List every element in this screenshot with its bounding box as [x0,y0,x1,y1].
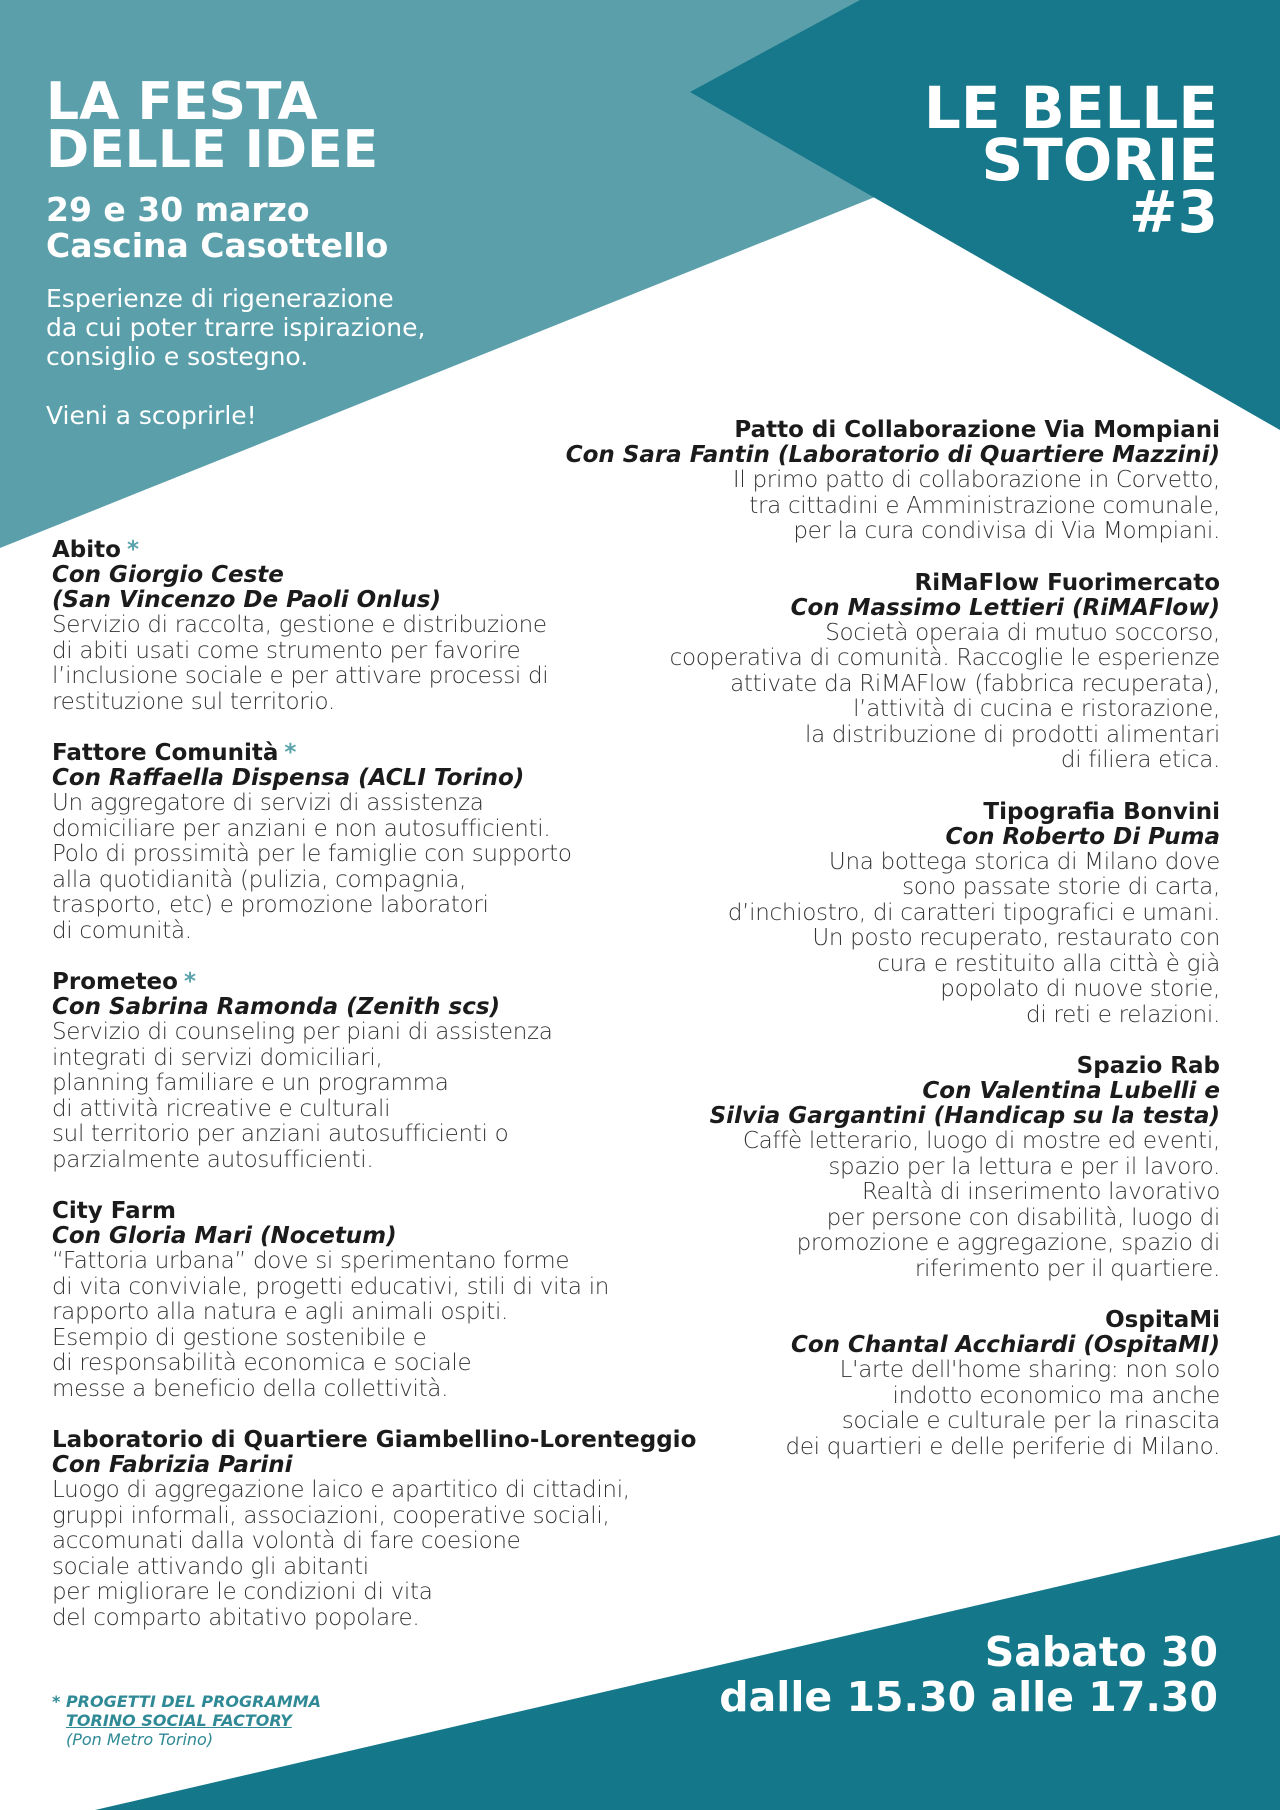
event-day: Sabato 30 [984,1628,1218,1676]
entry-subtitle: Con Valentina Lubelli e Silvia Gargantini (Handicap su la testa) [709,1078,1220,1129]
venue-text: Cascina Casottello [46,226,389,265]
entry-title-text: Fattore Comunità [52,740,279,766]
asterisk-icon: * [126,537,139,563]
entry-description: L'arte dell'home sharing: non solo indotto economico ma anche sociale e culturale per la rinascita dei quartieri e delle periferie di Milano. [785,1357,1220,1460]
entry-subtitle: Con Roberto Di Puma [945,823,1220,850]
festival-title-line2: DELLE IDEE [46,120,379,180]
entry-description: Una bottega storica di Milano dove sono passate storie di carta, d’inchiostro, di caratteri tipografici e umani. Un posto recuperato, restaurato con cura e restituito alla città è già popolato di nuove storie, di reti e relazioni. [727,848,1220,1028]
festival-title [46,72,425,180]
festival-title-line1: LA FESTA [46,72,318,132]
date-text: 29 e 30 marzo [46,190,310,229]
entry-description: Luogo di aggregazione laico e apartitico di cittadini, gruppi informali, associazioni, cooperative sociali, accomunati dalla volontà di fare coesione sociale attivando gli abitanti per migliorare le condizioni di vita del comparto abitativo popolare. [52,1477,630,1631]
entry-title: Patto di Collaborazione Via Mompiani [734,417,1220,443]
intro-text: Esperienze di rigenerazione da cui poter trarre ispirazione, consiglio e sostegno. [46,284,426,371]
series-title-line3: #3 [1129,178,1218,246]
right-column [520,418,1220,1486]
header-left [46,72,426,430]
story-entry [520,571,1220,774]
series-title-line2: STORIE [981,126,1218,194]
story-entry [520,800,1220,1029]
series-title [923,74,1218,246]
entry-subtitle: Con Gloria Mari (Nocetum) [52,1223,397,1249]
story-entry [520,1054,1220,1282]
entry-title-text: Prometeo [52,969,178,995]
entry-subtitle: Con Giorgio Ceste (San Vincenzo De Paoli Onlus) [52,562,442,613]
entry-subtitle: Con Chantal Acchiardi (OspitaMI) [790,1332,1220,1358]
entry-description: Caffè letterario, luogo di mostre ed eventi, spazio per la lettura e per il lavoro. Realtà di inserimento lavorativo per persone con disabilità, luogo di promozione e aggregazione, spazio di riferimento per il quartiere. [742,1128,1220,1282]
series-title-line1: LE BELLE [923,74,1218,142]
entry-subtitle: Con Massimo Lettieri (RiMAFlow) [790,594,1220,621]
entry-title: Spazio Rab [1076,1053,1220,1079]
program-footnote [52,1692,321,1749]
entry-description: Un aggregatore di servizi di assistenza domiciliare per anziani e non autosufficienti. Polo di prossimità per le famiglie con supporto alla quotidianità (pulizia, compagnia, trasporto, etc) e promozione laboratori di comunità. [52,790,572,944]
asterisk-icon: * [183,969,196,995]
entry-subtitle: Con Sara Fantin (Laboratorio di Quartiere Mazzini) [565,442,1220,468]
entry-description: Servizio di counseling per piani di assistenza integrati di servizi domiciliari, planning familiare e un programma di attività ricreative e culturali sul territorio per anziani autosufficienti o parzialmente autosufficienti. [52,1019,553,1173]
footnote-line1: * PROGETTI DEL PROGRAMMA [52,1692,322,1711]
entry-title-text: City Farm [52,1198,176,1224]
event-time [719,1630,1218,1720]
entry-subtitle: Con Raffaella Dispensa (ACLI Torino) [52,765,525,791]
entry-title: RiMaFlow Fuorimercato [914,569,1220,596]
story-entry [520,418,1220,545]
entry-title-text: Laboratorio di Quartiere Giambellino-Lorenteggio [52,1427,697,1453]
entry-description: Servizio di raccolta, gestione e distribuzione di abiti usati come strumento per favorire l’inclusione sociale e per attivare processi di restituzione sul territorio. [52,612,549,715]
event-dates [46,192,425,264]
entry-title: Tipografia Bonvini [983,798,1220,825]
entry-description: Il primo patto di collaborazione in Corvetto, tra cittadini e Amministrazione comunale, per la cura condivisa di Via Mompiani. [732,467,1220,544]
cta-text: Vieni a scoprirle! [46,401,257,430]
entry-subtitle: Con Fabrizia Parini [52,1452,293,1478]
asterisk-icon: * [284,740,297,766]
entry-description: Società operaia di mutuo soccorso, cooperativa di comunità. Raccoglie le esperienze attivate da RiMAFlow (fabbrica recuperata), l’attività di cucina e ristorazione, la distribuzione di prodotti alimentari di filiera etica. [669,619,1220,773]
entry-title-text: Abito [52,537,121,563]
entry-title: OspitaMi [1105,1307,1220,1333]
event-hours: dalle 15.30 alle 17.30 [719,1673,1218,1721]
header-right [923,74,1218,246]
footnote-line2: TORINO SOCIAL FACTORY [66,1711,292,1730]
story-entry [520,1308,1220,1460]
entry-description: “Fattoria urbana” dove si sperimentano forme di vita conviviale, progetti educativi, stili di vita in rapporto alla natura e agli animali ospiti. Esempio di gestione sostenibile e di responsabilità economica e sociale messe a beneficio della collettività. [52,1248,610,1402]
footnote-line3: (Pon Metro Torino) [66,1730,214,1749]
entry-subtitle: Con Sabrina Ramonda (Zenith scs) [52,994,501,1020]
